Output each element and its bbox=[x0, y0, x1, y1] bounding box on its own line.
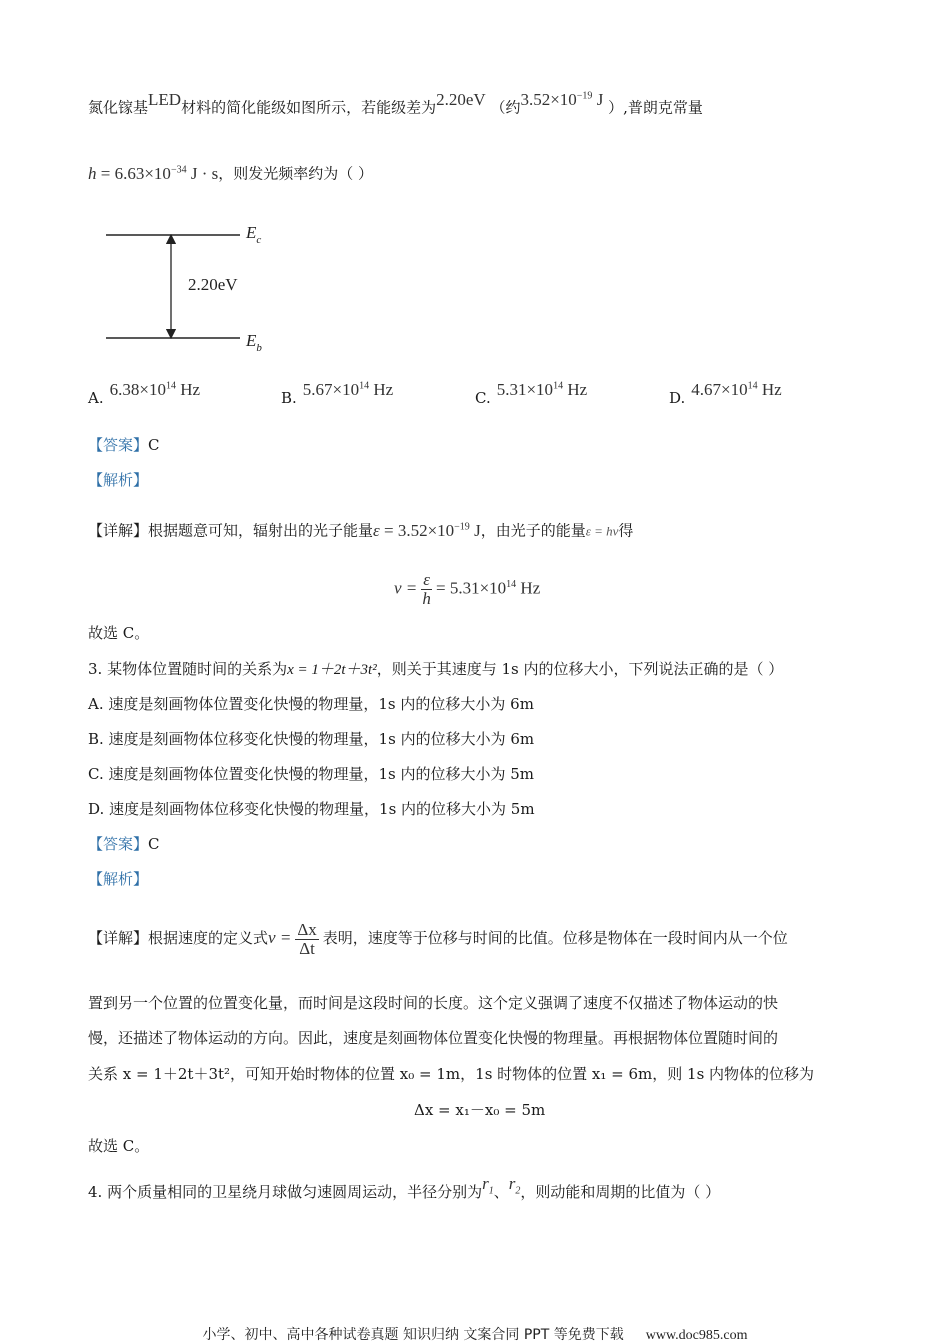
gap-label: 2.20eV bbox=[188, 275, 238, 294]
q3-option-b: B. 速度是刻画物体位移变化快慢的物理量，1s 内的位移大小为 6m bbox=[88, 730, 535, 748]
q2-option-a: A. $6.38\times 10^{14}$ Hz bbox=[88, 380, 201, 407]
page-footer: 小学、初中、高中各种试卷真题 知识归纳 文案合同 PPT 等免费下载 www.doc985.com bbox=[202, 1327, 748, 1343]
q2-stem-line1: 氮化镓基LED材料的简化能级如图所示，若能级差为2.20eV （约$3.52\times 10^{-19}$ J ）,普朗克常量 bbox=[88, 89, 703, 117]
q2-option-c: C. $5.31\times 10^{14}$ Hz bbox=[475, 380, 588, 407]
led-text: LED bbox=[148, 89, 182, 109]
energy-level-diagram bbox=[100, 218, 280, 358]
upper-level-label: $E_c$ bbox=[246, 223, 262, 246]
q3-option-d: D. 速度是刻画物体位移变化快慢的物理量，1s 内的位移大小为 5m bbox=[88, 800, 535, 818]
q3-displacement-equation: Δx = x₁－x₀ = 5m bbox=[414, 1101, 546, 1119]
q3-analysis-heading: 【解析】 bbox=[88, 870, 149, 888]
footer-link[interactable]: www.doc985.com bbox=[645, 1328, 748, 1343]
q3-option-c: C. 速度是刻画物体位置变化快慢的物理量，1s 内的位移大小为 5m bbox=[88, 765, 535, 783]
q3-detail-line3: 慢，还描述了物体运动的方向。因此，速度是刻画物体位置变化快慢的物理量。再根据物体位置随时间的 bbox=[88, 1029, 779, 1047]
energy-value: $3.52\times 10^{-19}$ J bbox=[520, 89, 604, 109]
q3-detail-line4: 关系 x = 1＋2t＋3t²，可知开始时物体的位置 x₀ = 1m，1s 时物体的位置 x₁ = 6m，则 1s 内物体的位移为 bbox=[88, 1065, 815, 1083]
q2-option-d: D. $4.67\times 10^{14}$ Hz bbox=[669, 380, 782, 407]
q2-detail: 【详解】根据题意可知，辐射出的光子能量$\varepsilon = 3.52\times 10^{-19}$ J，由光子的能量ε = hν得 bbox=[88, 520, 634, 540]
q2-analysis-heading: 【解析】 bbox=[88, 471, 149, 489]
lower-level-label: $E_b$ bbox=[246, 331, 262, 354]
q2-stem-line2: $h = 6.63\times 10^{-34}$ J · s，则发光频率约为（ ） bbox=[88, 163, 374, 183]
q3-stem: 3. 某物体位置随时间的关系为x = 1＋2t＋3t²，则关于其速度与 1s 内的位移大小，下列说法正确的是（ ） bbox=[88, 660, 784, 678]
energy-gap: 2.20eV bbox=[436, 89, 486, 109]
q2-conclusion: 故选 C。 bbox=[88, 624, 150, 642]
q2-option-b: B. $5.67\times 10^{14}$ Hz bbox=[281, 380, 394, 407]
q3-answer: 【答案】C bbox=[88, 835, 160, 853]
q4-stem: 4. 两个质量相同的卫星绕月球做匀速圆周运动，半径分别为$r_1$、$r_2$，则动能和周期的比值为（ ） bbox=[88, 1174, 721, 1201]
q3-option-a: A. 速度是刻画物体位置变化快慢的物理量，1s 内的位移大小为 6m bbox=[88, 695, 534, 713]
q3-conclusion: 故选 C。 bbox=[88, 1137, 150, 1155]
q2-frequency-equation: ν = $\frac{\varepsilon}{h}$ = $5.31\times 10^{14}$ Hz bbox=[394, 570, 541, 609]
q3-detail-line1: 【详解】根据速度的定义式v = $\frac{\Delta x}{\Delta t}$ 表明，速度等于位移与时间的比值。位移是物体在一段时间内从一个位 bbox=[88, 919, 788, 958]
planck-constant: $h = 6.63\times 10^{-34}$ J · s bbox=[88, 163, 219, 183]
q2-answer: 【答案】C bbox=[88, 436, 160, 454]
q3-detail-line2: 置到另一个位置的位置变化量，而时间是这段时间的长度。这个定义强调了速度不仅描述了物体运动的快 bbox=[88, 994, 779, 1012]
